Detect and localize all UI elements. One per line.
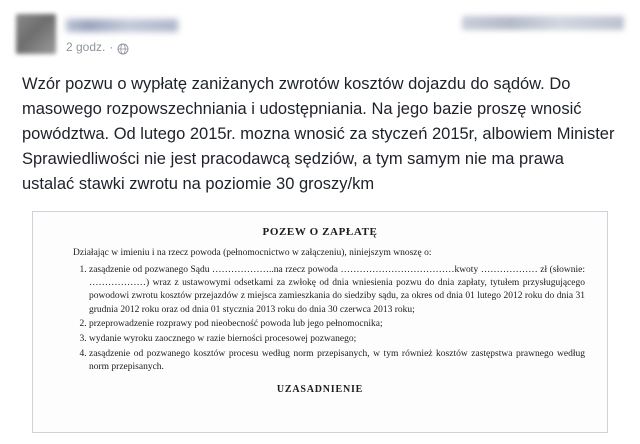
document-intro: Działając w imieniu i na rzecz powoda (pełnomocnictwo w załączeniu), niniejszym wnoszę o: xyxy=(73,248,432,258)
list-item: 2. przeprowadzenie rozprawy pod nieobecność powoda lub jego pełnomocnika; xyxy=(89,318,585,331)
document-subtitle: UZASADNIENIE xyxy=(276,384,364,396)
post-header xyxy=(0,0,640,62)
meta-separator: · xyxy=(109,40,114,54)
avatar[interactable] xyxy=(16,14,56,54)
author-row xyxy=(66,15,462,35)
post-meta xyxy=(66,40,462,54)
globe-icon[interactable] xyxy=(117,43,129,55)
post-author-block xyxy=(66,14,462,54)
attached-document-preview[interactable] xyxy=(32,211,608,433)
document-title: POZEW O ZAPŁATĘ xyxy=(262,226,378,238)
author-name[interactable] xyxy=(66,19,178,32)
header-redacted-region xyxy=(462,16,624,30)
post-message: Wzór pozwu o wypłatę zaniżanych zwrotów kosztów dojazdu do sądów. Do masowego rozpowszechniania i udostępniania. Na jego bazie proszę wnosić powództwa. Od lutego 2015r. mozna wnosić za styczeń 2015r, albowiem Minister Sprawiedliwości nie jest pracodawcą sędziów, a tym samym nie ma prawa ustalać stawki zwrotu na poziomie 30 groszy/km xyxy=(22,75,615,193)
document-claims-list xyxy=(55,264,585,374)
post-timestamp[interactable]: 2 godz. xyxy=(66,40,106,54)
list-item: 1. zasądzenie od pozwanego Sądu ………………..na rzecz powoda ………………………………kwoty ……………… zł (słownie: ………………) wraz z ustawowymi odsetkami za zwłokę od dnia wniesienia pozwu do dnia zapłaty, tytułem przysługującego powodowi zwrotu kosztów przejazdów z miejsca zamieszkania do siedziby sądu, za okres od dnia 01 lutego 2012 roku do dnia 31 grudnia 2012 roku oraz od dnia 01 stycznia 2013 roku do dnia 30 czerwca 2013 roku; xyxy=(89,264,585,317)
list-item: 4. zasądzenie od pozwanego kosztów procesu według norm przepisanych, w tym również kosztów zastępstwa prawnego według norm przepisanych. xyxy=(89,348,585,374)
list-item: 3. wydanie wyroku zaocznego w razie bierności procesowej pozwanego; xyxy=(89,333,585,346)
